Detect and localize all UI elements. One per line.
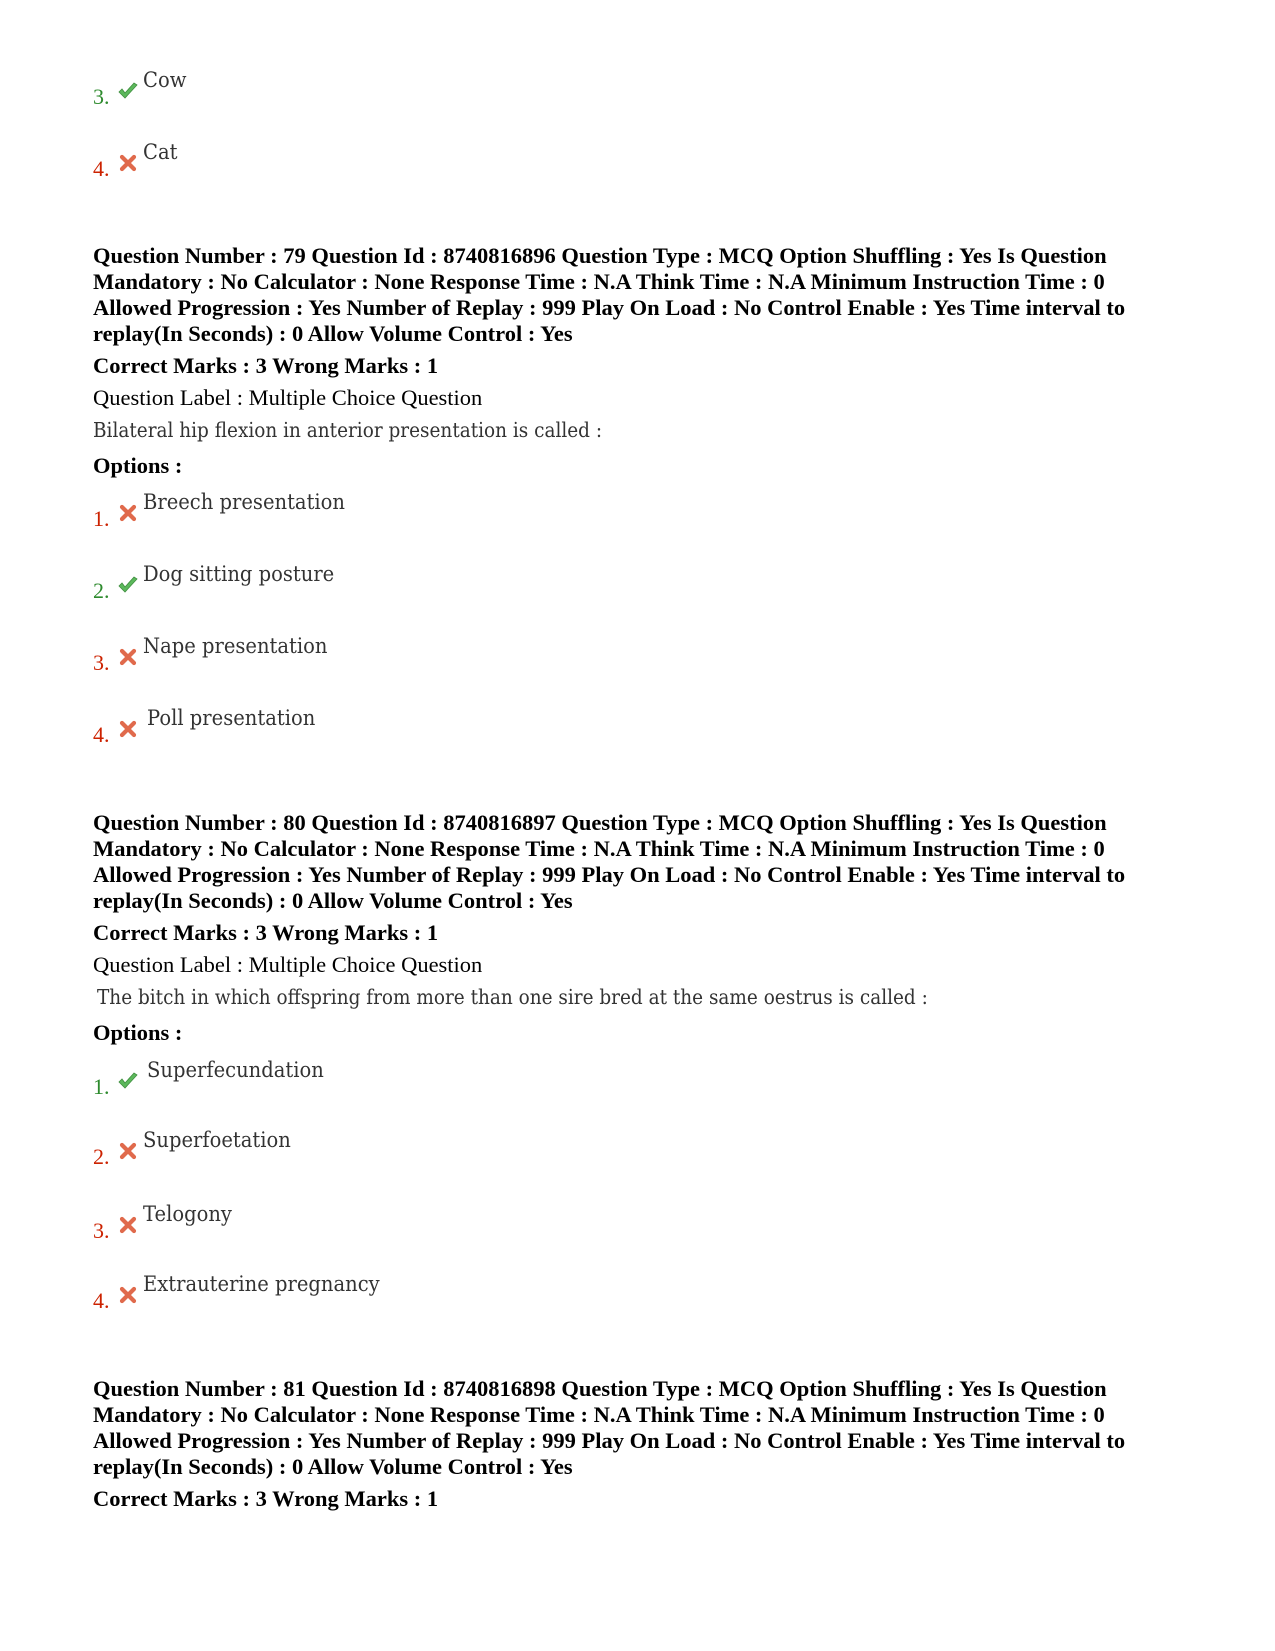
option-number: 2. [93,1144,110,1169]
option-number: 4. [93,722,110,747]
option-row [93,1272,893,1316]
options-heading: Options : [93,453,183,478]
cross-icon [117,1140,139,1162]
question-text: Bilateral hip flexion in anterior presentation is called : [93,418,603,442]
option-row [93,706,893,750]
question-meta: Question Number : 80 Question Id : 8740816897 Question Type : MCQ Option Shuffling : Yes Is Question Mandatory : No Calculator : None Response Time : N.A Think Time : N.A Minimum Instruction Time : 0 Allowed Progression : Yes Number of Replay : 999 Play On Load : No Control Enable : Yes Time interval to replay(In Seconds) : 0 Allow Volume Control : Yes [93,810,1126,913]
option-number: 1. [93,1074,110,1099]
option-text: Poll presentation [147,706,316,730]
check-icon [117,1070,139,1092]
question-79 [93,243,1183,479]
option-row [93,140,893,184]
check-icon [117,574,139,596]
cross-icon [117,152,139,174]
option-text: Superfecundation [147,1058,324,1082]
question-text: The bitch in which offspring from more than one sire bred at the same oestrus is called : [97,985,928,1009]
option-text: Dog sitting posture [143,562,335,586]
option-number: 4. [93,1288,110,1313]
question-marks: Correct Marks : 3 Wrong Marks : 1 [93,353,439,378]
option-number: 1. [93,506,110,531]
option-row [93,1128,893,1172]
question-meta: Question Number : 81 Question Id : 8740816898 Question Type : MCQ Option Shuffling : Yes Is Question Mandatory : No Calculator : None Response Time : N.A Think Time : N.A Minimum Instruction Time : 0 Allowed Progression : Yes Number of Replay : 999 Play On Load : No Control Enable : Yes Time interval to replay(In Seconds) : 0 Allow Volume Control : Yes [93,1376,1126,1479]
option-row [93,562,893,606]
check-icon [117,80,139,102]
option-row [93,1058,893,1102]
question-81 [93,1376,1183,1512]
question-80 [93,810,1183,1046]
option-row [93,634,893,678]
options-heading: Options : [93,1020,183,1045]
option-text: Superfoetation [143,1128,291,1152]
option-row [93,68,893,112]
question-marks: Correct Marks : 3 Wrong Marks : 1 [93,920,439,945]
option-number: 3. [93,650,110,675]
cross-icon [117,1284,139,1306]
question-meta: Question Number : 79 Question Id : 8740816896 Question Type : MCQ Option Shuffling : Yes Is Question Mandatory : No Calculator : None Response Time : N.A Think Time : N.A Minimum Instruction Time : 0 Allowed Progression : Yes Number of Replay : 999 Play On Load : No Control Enable : Yes Time interval to replay(In Seconds) : 0 Allow Volume Control : Yes [93,243,1126,346]
cross-icon [117,1214,139,1236]
option-row [93,490,893,534]
option-number: 3. [93,1218,110,1243]
cross-icon [117,646,139,668]
option-number: 4. [93,156,110,181]
question-label: Question Label : Multiple Choice Question [93,952,483,977]
option-text: Nape presentation [143,634,328,658]
option-text: Telogony [143,1202,232,1226]
option-text: Breech presentation [143,490,346,514]
cross-icon [117,718,139,740]
option-row [93,1202,893,1246]
option-number: 2. [93,578,110,603]
option-number: 3. [93,84,110,109]
question-marks: Correct Marks : 3 Wrong Marks : 1 [93,1486,439,1511]
cross-icon [117,502,139,524]
question-label: Question Label : Multiple Choice Question [93,385,483,410]
option-text: Extrauterine pregnancy [143,1272,380,1296]
option-text: Cow [143,68,187,92]
option-text: Cat [143,140,178,164]
